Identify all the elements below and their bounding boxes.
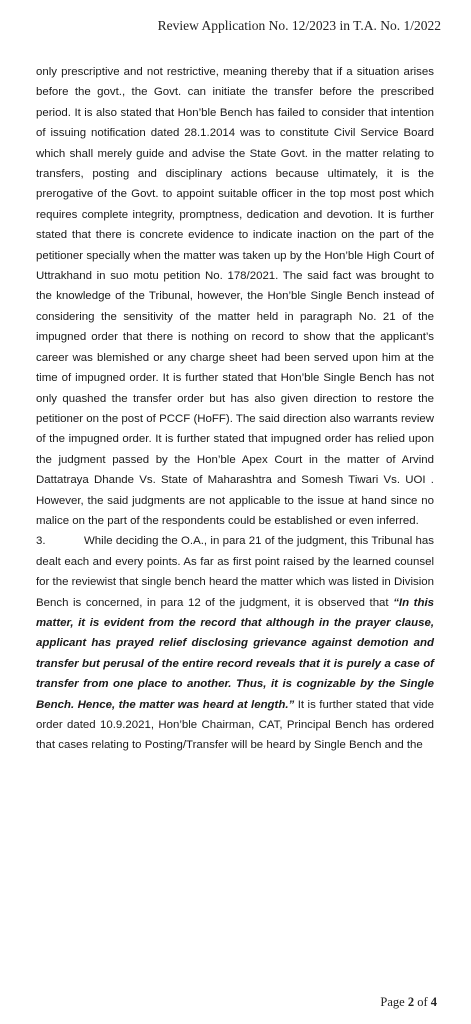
paragraph-3-text-before: While deciding the O.A., in para 21 of the judgment, this Tribunal has dealt each and every points. As far as first point raised by the learned counsel for the reviewist that single bench heard the matter which was listed in Division Bench is concerned, in para 12 of the judgment, it is observed that	[36, 535, 434, 609]
paragraph-continuation: only prescriptive and not restrictive, meaning thereby that if a situation arises before the govt., the Govt. can initiate the transfer before the prescribed period. It is also stated that Hon’ble Bench has failed to consider that intention of issuing notification dated 28.1.2014 was to constitute Civil Service Board which shall merely guide and advise the State Govt. in the matter relating to transfers, posting and disciplinary actions because ultimately, it is the prerogative of the Govt. to appoint suitable officer in the top most post which requires complete integrity, promptness, dedication and devotion. It is further stated that there is concrete evidence to indicate inaction on the part of the petitioner specially when the matter was taken up by the Hon’ble High Court of Uttrakhand in suo motu petition No. 178/2021. The said fact was brought to the knowledge of the Tribunal, however, the Hon’ble Single Bench instead of considering the sensitivity of the matter held in paragraph No. 21 of the impugned order that there is nothing on record to show that the applicant’s career was blemished or any charge sheet had been served upon him at the time of impugned order. It is further stated that Hon’ble Single Bench has not only quashed the transfer order but has also given direction to restore the petitioner on the post of PCCF (HoFF). The said direction also warrants review of the impugned order. It is further stated that impugned order has relied upon the judgment passed by the Hon’ble Apex Court in the matter of Arvind Dattatraya Dhande Vs. State of Maharashtra and Somesh Tiwari Vs. UOI . However, the said judgments are not applicable to the issue at hand since no malice on the part of the respondents could be established or even inferred.	[36, 66, 434, 527]
case-reference-header: Review Application No. 12/2023 in T.A. No. 1/2022	[157, 18, 441, 33]
judgment-quote: “In this matter, it is evident from the record that although in the prayer clause, applicant has prayed relief disclosing grievance against demotion and transfer but perusal of the entire record reveals that it is purely a case of transfer from one place to another. Thus, it is cognizable by the Single Bench. Hence, the matter was heard at length.”	[36, 596, 434, 711]
document-body	[36, 62, 434, 756]
page-label: Page	[380, 995, 405, 1009]
page-current: 2	[407, 995, 415, 1009]
page-of-label: of	[417, 995, 428, 1009]
paragraph-3	[36, 531, 434, 755]
page-total: 4	[430, 995, 437, 1009]
page-number-footer	[380, 995, 437, 1010]
paragraph-3-text-after: It is further stated that vide order dated 10.9.2021, Hon’ble Chairman, CAT, Principal Bench has ordered that cases relating to Posting/Transfer will be heard by Single Bench and the	[36, 698, 434, 752]
paragraph-number: 3.	[36, 535, 46, 548]
